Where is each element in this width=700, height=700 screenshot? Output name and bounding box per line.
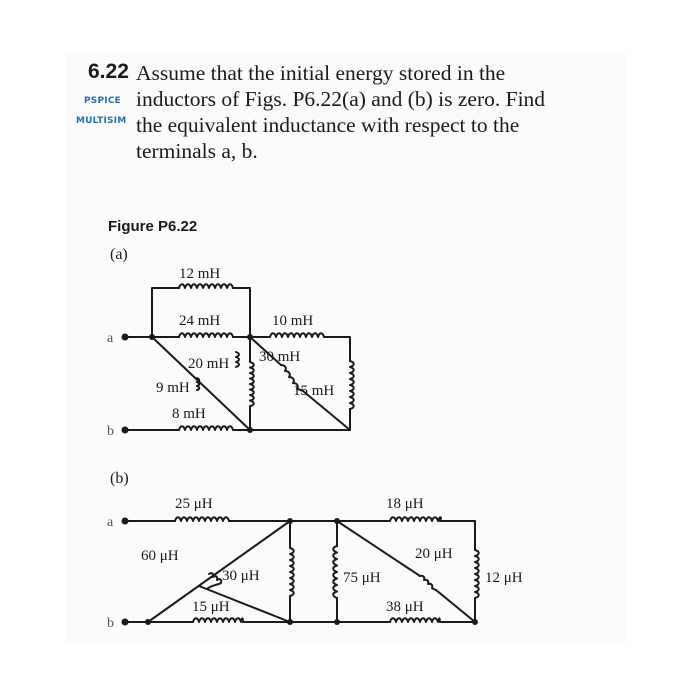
circuit-a-labels [156, 266, 334, 422]
inductor-20uH [420, 576, 436, 590]
problem-line: inductors of Figs. P6.22(a) and (b) is zero. Find [136, 87, 546, 111]
inductor-8mH [179, 426, 233, 430]
inductor-12mH [179, 284, 233, 288]
junction-dot [149, 334, 155, 340]
inductor-38uH [390, 618, 440, 622]
part-b-label: (b) [110, 470, 129, 487]
junction-dot [287, 619, 293, 625]
terminal-a-label: a [107, 515, 114, 530]
junction-dot [334, 518, 340, 524]
inductor-25uH [175, 517, 229, 521]
label-30mH: 30 mH [259, 349, 301, 365]
part-a-label: (a) [110, 246, 128, 263]
terminal-b-label: b [107, 616, 114, 631]
junction-dot [145, 619, 151, 625]
problem-number: 6.22 [88, 60, 129, 83]
problem-line: the equivalent inductance with respect to the [136, 113, 520, 137]
inductor-12uH [475, 550, 479, 598]
label-38uH: 38 μH [386, 599, 424, 615]
inductor-24mH [179, 333, 233, 337]
inductor-vertical-290 [290, 548, 294, 596]
inductor-20mH [236, 352, 239, 367]
label-30uH: 30 μH [222, 568, 260, 584]
junction-dot [472, 619, 478, 625]
label-15mH: 15 mH [293, 383, 335, 399]
label-25uH: 25 μH [175, 496, 213, 512]
inductor-30uH [207, 573, 221, 589]
inductor-18uH [390, 517, 441, 521]
multisim-tag: MULTISIM [76, 116, 127, 126]
terminal-a-dot[interactable] [122, 334, 129, 341]
label-20uH: 20 μH [415, 546, 453, 562]
label-12mH: 12 mH [179, 266, 221, 282]
inductor-30mH [250, 362, 254, 406]
label-12uH: 12 μH [485, 570, 523, 586]
label-8mH: 8 mH [172, 406, 206, 422]
inductor-75uH [333, 546, 337, 598]
label-75uH: 75 μH [343, 570, 381, 586]
label-20mH: 20 mH [188, 356, 230, 372]
terminal-a-label: a [107, 331, 114, 346]
terminal-a-dot[interactable] [122, 518, 129, 525]
label-15uH: 15 μH [192, 599, 230, 615]
inductor-15mH [350, 361, 354, 409]
label-18uH: 18 μH [386, 496, 424, 512]
circuit-a-wires [125, 288, 350, 430]
junction-dot [247, 334, 253, 340]
problem-line: terminals a, b. [136, 139, 258, 163]
pspice-tag: PSPICE [84, 96, 121, 106]
label-10mH: 10 mH [272, 313, 314, 329]
circuit-b-labels [141, 496, 523, 615]
terminal-b-dot[interactable] [122, 427, 129, 434]
label-24mH: 24 mH [179, 313, 221, 329]
label-9mH: 9 mH [156, 380, 190, 396]
inductor-15uH [193, 618, 243, 622]
junction-dot [247, 427, 253, 433]
terminal-b-label: b [107, 424, 114, 439]
problem-line: Assume that the initial energy stored in the [136, 61, 506, 85]
inductor-10mH [270, 333, 324, 337]
figure-title: Figure P6.22 [108, 218, 198, 235]
junction-dot [334, 619, 340, 625]
terminal-b-dot[interactable] [122, 619, 129, 626]
label-60uH: 60 μH [141, 548, 179, 564]
junction-dot [287, 518, 293, 524]
